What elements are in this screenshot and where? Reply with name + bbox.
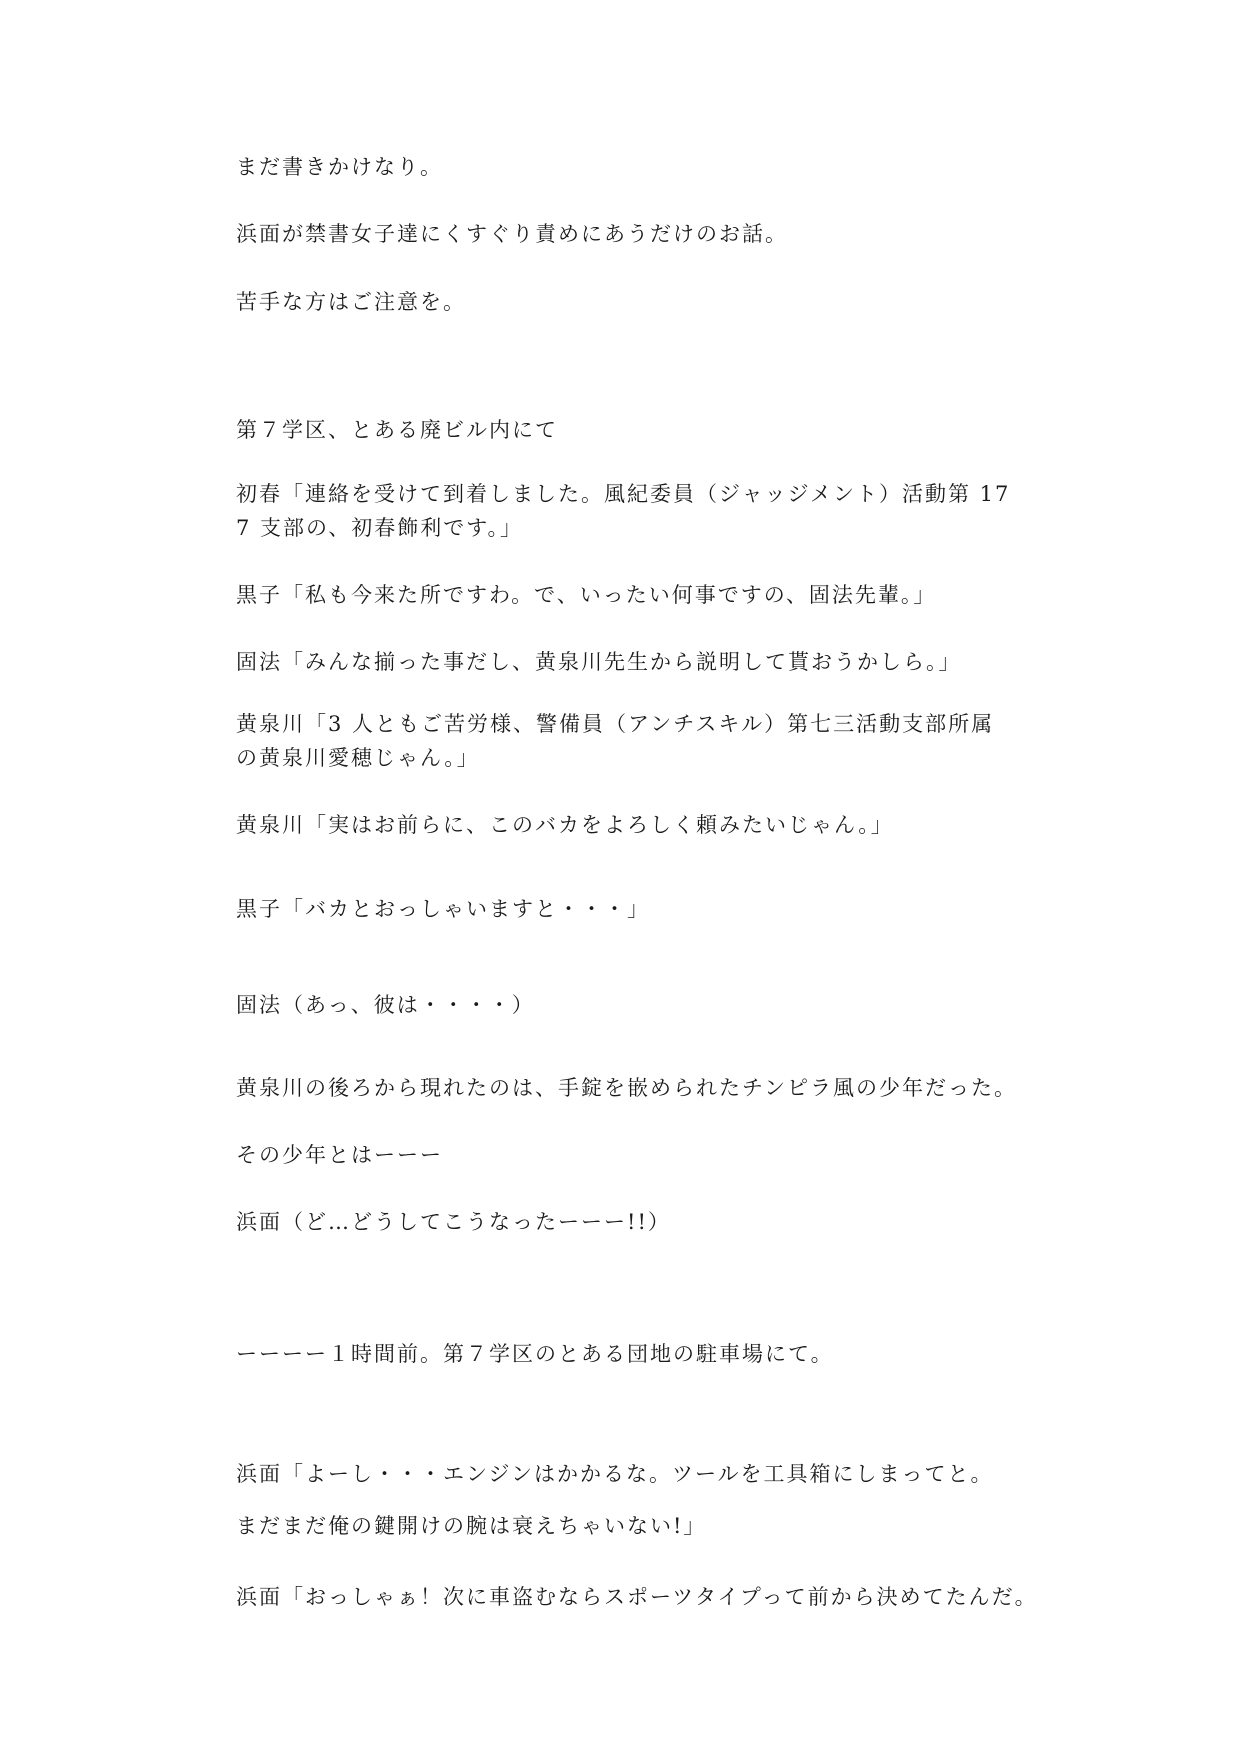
scene-heading-1: 第７学区、とある廃ビル内にて bbox=[236, 418, 558, 442]
dialogue-line: 固法「みんな揃った事だし、黄泉川先生から説明して貰おうかしら。」 bbox=[236, 650, 962, 674]
dialogue-line: 黒子「私も今来た所ですわ。で、いったい何事ですの、固法先輩。」 bbox=[236, 583, 937, 607]
dialogue-line: 浜面「おっしゃぁ！次に車盗むならスポーツタイプって前から決めてたんだ。 bbox=[236, 1585, 1038, 1609]
narration-line: 黄泉川の後ろから現れたのは、手錠を嵌められたチンピラ風の少年だった。 bbox=[236, 1076, 1017, 1100]
paragraph-intro-1: まだ書きかけなり。 bbox=[236, 155, 443, 179]
paragraph-intro-2: 浜面が禁書女子達にくすぐり責めにあうだけのお話。 bbox=[236, 222, 788, 246]
narration-line: その少年とはーーー bbox=[236, 1143, 443, 1167]
dialogue-line: 固法（あっ、彼は・・・・） bbox=[236, 993, 535, 1017]
dialogue-line: 黄泉川「3 人ともご苦労様、警備員（アンチスキル）第七三活動支部所属の黄泉川愛穂じゃん。」 bbox=[236, 712, 995, 770]
dialogue-line: 黄泉川「実はお前らに、このバカをよろしく頼みたいじゃん。」 bbox=[236, 813, 894, 837]
dialogue-line: 初春「連絡を受けて到着しました。風紀委員（ジャッジメント）活動第 177 支部の、初春飾利です。」 bbox=[236, 482, 1011, 540]
dialogue-line: 黒子「バカとおっしゃいますと・・・」 bbox=[236, 897, 650, 921]
dialogue-line: 浜面「よーし・・・エンジンはかかるな。ツールを工具箱にしまってと。まだまだ俺の鍵開けの腕は衰えちゃいない!」 bbox=[236, 1462, 994, 1538]
paragraph-intro-3: 苦手な方はご注意を。 bbox=[236, 290, 466, 314]
scene-heading-2: ーーーー１時間前。第７学区のとある団地の駐車場にて。 bbox=[236, 1342, 834, 1366]
dialogue-line: 浜面（ど…どうしてこうなったーーー!!） bbox=[236, 1210, 671, 1234]
